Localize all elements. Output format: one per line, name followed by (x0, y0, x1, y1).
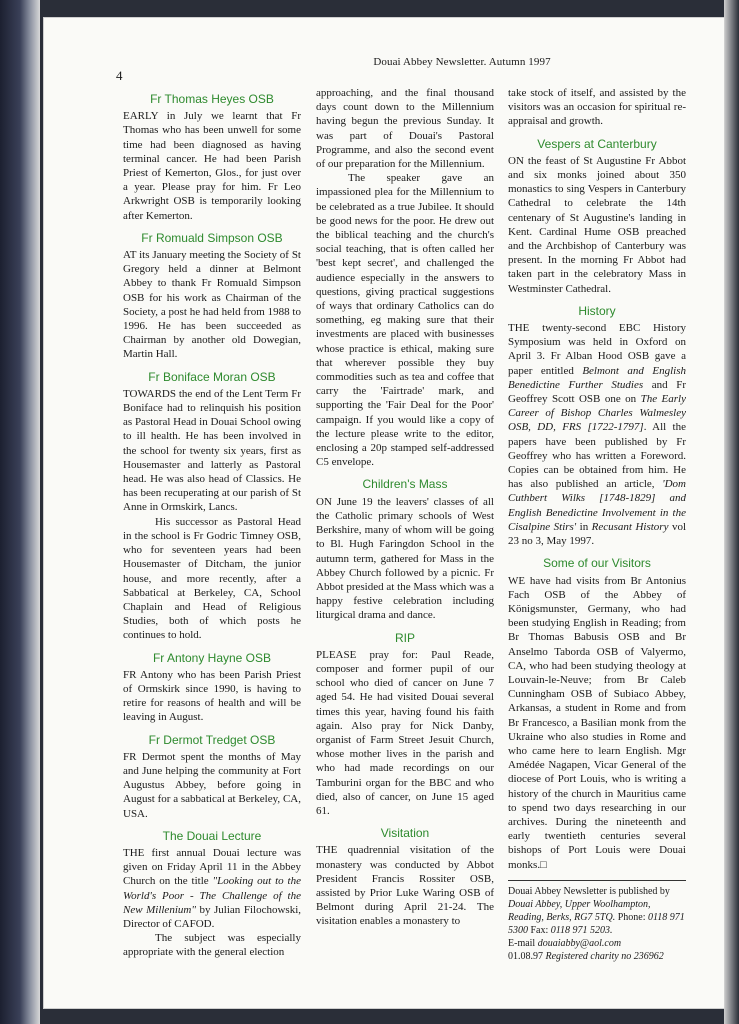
heading-boniface-moran: Fr Boniface Moran OSB (148, 369, 276, 384)
footer-email-label: E-mail (508, 937, 538, 949)
heading-vespers-canterbury: Vespers at Canterbury (537, 136, 657, 151)
footer-email: douaiabby@aol.com (537, 937, 622, 949)
history-title-1: Belmont and English Benedictine Further Studies (508, 364, 686, 391)
footer-phone: 0118 971 5300 (508, 911, 685, 936)
history-title-2: The Early Career of Bishop Charles Walmesley OSB, DD, FRS [1722-1797] (508, 393, 686, 434)
article-douai-lecture-cont: The subject was especially appropriate with the general election (123, 932, 301, 959)
article-romuald-simpson: AT its January meeting the Society of St Gregory held a dinner at Belmont Abbey to thank Fr Romuald Simpson OSB for his work as Chairman of the Society, a post he had held from 1988 to 1996. He has been succeeded as Chairman by another old Dowegian, Martin Hall. (123, 249, 301, 361)
scan-edge-left (0, 0, 40, 1024)
heading-romuald-simpson: Fr Romuald Simpson OSB (141, 230, 283, 245)
history-text-g: in (576, 520, 592, 533)
footer-date: 01.08.97 (508, 950, 546, 962)
column-2 (316, 86, 494, 929)
footer-divider (508, 880, 686, 881)
footer-fax: 0118 971 5203. (550, 924, 613, 936)
heading-rip: RIP (394, 630, 415, 645)
article-lecture-speaker: The speaker gave an impassioned plea for the Millennium to be celebrated as a true Jubilee. It should be good news for the poor. He drew out the biblical teaching and the church's social teaching, that is often called her 'best kept secret', and challenged the audience especially in the answers to questions, giving practical suggestions of ways that ordinary Catholics can do something, eg making sure that their investments are placed with businesses whose practice is ethical, making sure that wherever possible they buy commodities such as tea and coffee that carry the 'Fairtrade' mark, and supporting the 'Fair Deal for the Poor' campaign. If you would like a copy of the lecture please write to the editor, enclosing a 20p stamped self-addressed C5 envelope. (316, 172, 494, 469)
lecture-text-c: by Julian Filochowski, Director of CAFOD. (123, 903, 301, 930)
article-childrens-mass: ON June 19 the leavers' classes of all the Catholic primary schools of West Berkshire, many of whom will be going to Bl. Hugh Faringdon School in the autumn term, gathered for Mass in the Abbey Church followed by a picnic. Fr Abbot presided at the Mass which was a happy festive celebration including liturgical drama and dance. (316, 495, 494, 622)
heading-history: History (578, 303, 616, 318)
history-title-3: 'Dom Cuthbert Wilks [1748-1829] and English Benedictine Involvement in the Cisalpine Stirs' (508, 478, 686, 533)
article-history (508, 321, 686, 548)
publisher-footer (508, 885, 686, 963)
heading-visitation: Visitation (380, 826, 430, 841)
column-3 (508, 86, 686, 963)
heading-antony-hayne: Fr Antony Hayne OSB (152, 650, 272, 665)
history-text-i: vol 23 no 3, May 1997. (508, 520, 686, 548)
footer-address: Douai Abbey, Upper Woolhampton, Reading, Berks, RG7 5TQ. (508, 898, 651, 923)
article-antony-hayne: FR Antony who has been Parish Priest of Ormskirk since 1990, is having to retire for reasons of health and will be leaving in August. (123, 668, 301, 724)
footer-text-a: Douai Abbey Newsletter is published by (508, 885, 670, 897)
article-lecture-cont-col2: approaching, and the final thousand days count down to the Millennium having begun the previous Sunday. It was part of Douai's Pastoral Programme, and also the second event of our preparation for the Millennium. (316, 87, 494, 171)
article-dermot-tredget: FR Dermot spent the months of May and June helping the community at Fort Augustus Abbey, before going in August for a sabbatical at Berkeley, CA, USA. (123, 750, 301, 820)
footer-charity: Registered charity no 236962 (545, 950, 664, 962)
history-text-c: and Fr Geoffrey Scott OSB one on (508, 378, 686, 406)
heading-childrens-mass: Children's Mass (362, 477, 448, 492)
history-journal: Recusant History (591, 520, 669, 533)
footer-fax-label: Fax: (528, 924, 551, 936)
article-rip: PLEASE pray for: Paul Reade, composer and former pupil of our school who died of cancer on June 7 aged 54. He had visited Douai several times this year, having found his faith again. Also pray for Nick Danby, organist of Farm Street Jesuit Church, whose mother lives in the parish and who had made recordings on our Tamburini organ for the BBC and who died, also of cancer, on June 15 aged 61. (316, 648, 494, 817)
history-text-e: . All the papers have been published by Fr Geoffrey who has written a Foreword. Copies can be obtained from him. He has also published an article, (508, 421, 686, 491)
lecture-title: "Looking out to the World's Poor - The Challenge of the New Millenium" (123, 875, 301, 916)
page-number: 4 (116, 68, 123, 83)
column-1 (123, 86, 301, 960)
scan-edge-right (724, 0, 739, 1024)
article-visitation-cont: take stock of itself, and assisted by the visitors was an occasion for spiritual re-appraisal and growth. (508, 87, 686, 128)
heading-douai-lecture: The Douai Lecture (162, 828, 262, 843)
article-douai-lecture (123, 846, 301, 931)
lecture-text-a: THE first annual Douai lecture was given on Friday April 11 in the Abbey Church on the title (123, 846, 301, 888)
history-text-a: THE twenty-second EBC History Symposium was held in Oxford on April 3. Fr Alban Hood OSB gave a paper entitled (508, 322, 686, 377)
heading-dermot-tredget: Fr Dermot Tredget OSB (148, 732, 276, 747)
article-boniface-moran: TOWARDS the end of the Lent Term Fr Boniface had to relinquish his position as Pastoral Head in Douai School owing to ill health. He has been involved in the school for twenty six years, first as Housemaster and latterly as Pastoral head. He was also head of Classics. He has been recuperating at our parish of St Anne in Ormskirk, Lancs. (123, 387, 301, 514)
article-visitation: THE quadrennial visitation of the monastery was conducted by Abbot President Francis Rossiter OSB, assisted by Prior Luke Waring OSB of Belmont during April 21-24. The visitation enables a monastery to (316, 844, 494, 928)
article-visitors: WE have had visits from Br Antonius Fach OSB of the Abbey of Königsmunster, Germany, who had been studying English in Reading; from Br Thomas Babusis OSB and Br Anselmo Taborda OSB of Valyermo, CA, who had been studying theology at Louvain-le-Neuve; from Br Caleb Cunningham OSB of Subiaco Abbey, Arkansas, a student in Rome and from Br Francesco, a Basilian monk from the Ukraine who also studies in Rome and who came here to learn English. Mgr Amédée Nagapen, Vicar General of the diocese of Port Louis, who is writing a history of the church in Mauritius came to spend two days researching in our archives. During the nineteenth and early twentieth centuries several bishops of Port Louis were Douai monks.□ (508, 574, 686, 871)
heading-visitors: Some of our Visitors (543, 556, 651, 571)
article-thomas-heyes: EARLY in July we learnt that Fr Thomas who has been unwell for some time had been diagnosed as having terminal cancer. He had been Parish Priest of Kemerton, Glos., for just over a year. Please pray for him. Fr Leo Arkwright OSB is temporarily looking after Kemerton. (123, 110, 301, 222)
footer-phone-label: Phone: (615, 911, 648, 923)
article-boniface-moran-cont: His successor as Pastoral Head in the school is Fr Godric Timney OSB, who for seventeen years had been Housemaster of Ditcham, the junior house, and more recently, after a Sabbatical at Berkeley, CA, School Chaplain and Head of Religious Studies, both of which posts he continues to hold. (123, 515, 301, 642)
running-head: Douai Abbey Newsletter. Autumn 1997 (373, 56, 551, 68)
heading-thomas-heyes: Fr Thomas Heyes OSB (150, 92, 274, 106)
article-vespers-canterbury: ON the feast of St Augustine Fr Abbot and six monks joined about 350 monastics to sing Vespers in Canterbury Cathedral to celebrate the 14th centenary of St Augustine's landing in Kent. Cardinal Hume OSB preached and the Archbishop of Canterbury was present. In the morning Fr Abbot had taken part in the celebratory Mass in Westminster Cathedral. (508, 154, 686, 295)
